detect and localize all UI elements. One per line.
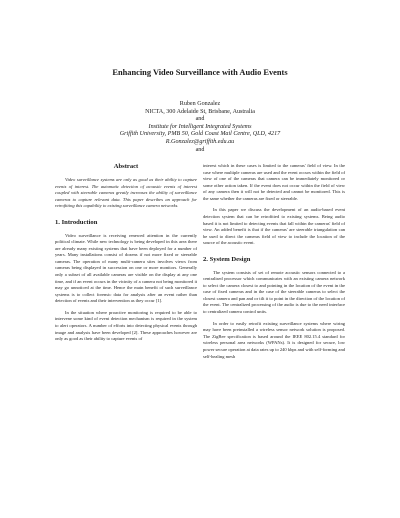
right-column: [203, 163, 345, 365]
abstract-heading: Abstract: [113, 163, 139, 170]
left-column: [55, 163, 197, 348]
paper-title: Enhancing Video Surveillance with Audio Events: [112, 68, 288, 77]
intro-paragraph-3: interest which in these cases is limited to the cameras' field of view. In the case where multiple cameras are used and the event occurs within the field of view of one of the cameras that camera can be immediately monitored or some other action taken. If the event does not occur within the field of view of any camera then it will not be detected and cannot be monitored. This is the same whether the cameras are fixed or steerable.: [203, 163, 345, 201]
author-block: [0, 101, 400, 154]
intro-paragraph-1: Video surveillance is receiving renewed attention in the currently political climate. While new technology is being developed in this area there are already many existing systems that have been deployed for a number of years. Many installations consist of dozens if not more fixed or steerable cameras. The operation of many multi-camera sites involves views from cameras being displayed in succession on one or more monitors. Generally only a subset of all available cameras are visible on the display at any one time, and if an event occurs in the vicinity of a camera not being monitored it may go unnoticed at the time. Hence the main benefit of such surveillance systems is to collect forensic data for analysis after an event rather than detection of events and their intervention as they occur [1].: [55, 232, 197, 304]
intro-heading: 1. Introduction: [55, 218, 98, 226]
intro-paragraph-2: In the situation where proactive monitoring is required to be able to intervene some kind of event detection mechanism is required in the system to alert operators. A number of efforts into detecting physical events through image and analysis have been developed [2]. These approaches however are only as good as their ability to capture events of: [55, 309, 197, 342]
affiliation-1: NICTA, 300 Adelaide St, Brisbane, Australia: [145, 108, 255, 115]
and-separator-2: and: [195, 146, 205, 153]
author-email: R.Gonzalez@griffith.edu.au: [165, 138, 235, 145]
author-name: Ruben Gonzalez: [179, 101, 221, 107]
and-separator-1: and: [195, 116, 205, 123]
intro-paragraph-4: In this paper we discuss the development of an audio-based event detection system that can be retrofitted to existing systems. Being audio based it is not limited to detecting events that fall within the cameras' field of view. An added benefit is that if the cameras' are steerable triangulation can be used to direct the cameras field of view to include the location of the source of the acoustic event.: [203, 207, 345, 246]
design-heading: 2. System Design: [203, 255, 251, 263]
design-paragraph-1: The system consists of set of remote acoustic sensors connected to a centralised processor which communicates with an existing camera network to select the camera closest to and pointing in the location of the event in the case of fixed cameras and in the case of the steerable cameras to select the closest camera and pan and or tilt it to point in the direction of the location of the event. The centralized processing of the audio is due to the need interface to centralized camera control units.: [203, 269, 345, 315]
abstract-text: Video surveillance systems are only as good as their ability to capture events of interest. The automatic detection of acoustic events of interest coupled with steerable cameras greatly increases the ability of surveillance cameras to capture relevant data. This paper describes an approach for retrofitting this capability to existing surveillance camera networks.: [55, 177, 197, 209]
affiliation-2-line-1: Institute for Intelligent Integrated Systems: [148, 123, 252, 130]
affiliation-2-line-2: Griffith University, PMB 50, Gold Coast Mail Centre, QLD, 4217: [119, 131, 281, 138]
design-paragraph-2: In order to easily retrofit existing surveillance systems where wiring may have been preinstalled a wireless sensor network solution is proposed. The ZigBee specification is based around the IEEE 802.15.4 standard for wireless personal area networks (WPANs). It is designed for secure, low power secure operation at data rates up to 240 kbps and with self-forming and self-healing mesh: [203, 320, 345, 359]
